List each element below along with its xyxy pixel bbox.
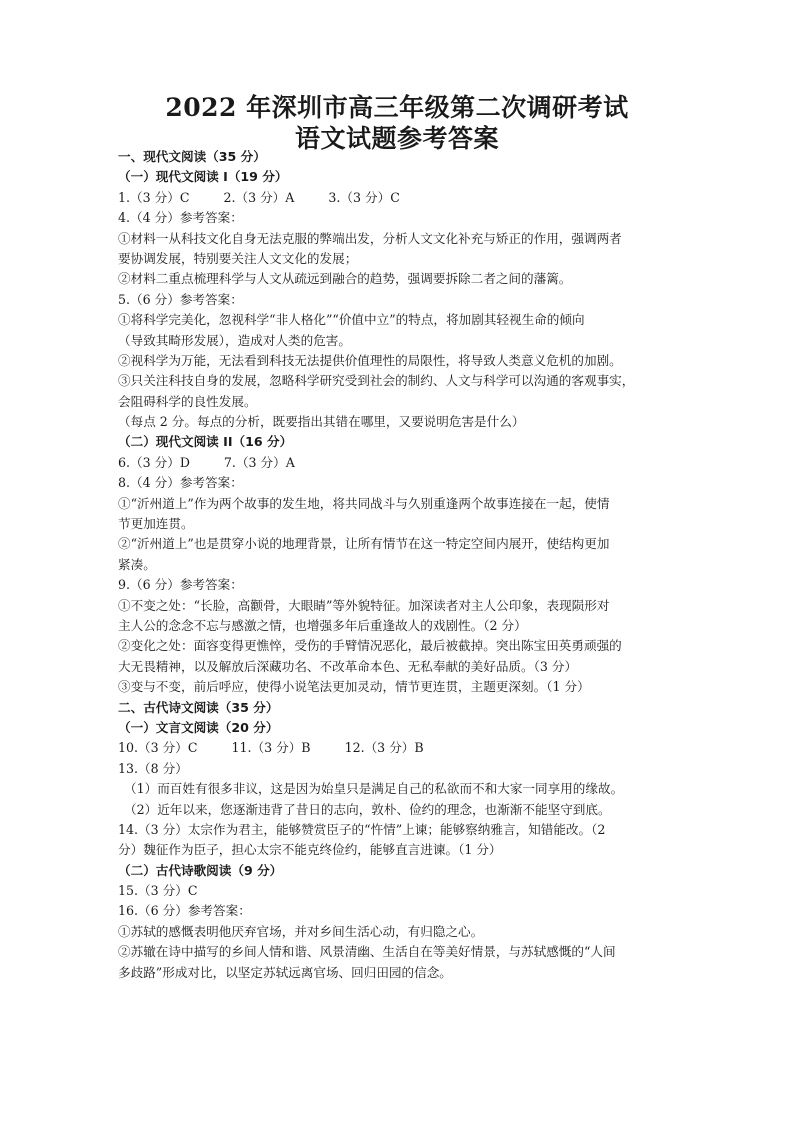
- answer-11: 11.（3 分）B: [231, 740, 311, 756]
- answer-line: ①将科学完美化，忽视科学“非人格化”“价值中立”的特点，将加剧其轻视生命的倾向: [118, 312, 585, 328]
- answer-line: ②“沂州道上”也是贯穿小说的地理背景，让所有情节在这一特定空间内展开，使结构更加: [118, 536, 610, 552]
- answer-line: 主人公的念念不忘与感激之情，也增强多年后重逢故人的戏剧性。（2 分）: [118, 617, 527, 633]
- answer-line: 14.（3 分）太宗作为君主，能够赞赏臣子的“忤情”上谏；能够察纳雅言，知错能改。（2: [118, 821, 606, 837]
- choice-answers-row: [118, 453, 698, 473]
- section-heading: 一、现代文阅读（35 分）: [118, 149, 266, 164]
- subsection-heading: （一）文言文阅读（20 分）: [118, 719, 279, 735]
- section-heading: 二、古代诗文阅读（35 分）: [118, 699, 279, 715]
- answer-line: ③变与不变，前后呼应，使得小说笔法更加灵动，情节更连贯，主题更深刻。（1 分）: [118, 679, 590, 695]
- answer-line: ②变化之处：面容变得更憔悴，受伤的手臂情况恶化，最后被截掉。突出陈宝田英勇顽强的: [118, 638, 622, 654]
- scoring-note: （每点 2 分。每点的分析，既要指出其错在哪里，又要说明危害是什么）: [118, 414, 525, 430]
- answer-3: 3.（3 分）C: [328, 189, 400, 205]
- answer-line: ②视科学为万能，无法看到科技无法提供价值理性的局限性，将导致人类意义危机的加剧。: [118, 352, 622, 368]
- exam-title: 2022 年深圳市高三年级第二次调研考试: [165, 93, 629, 122]
- answer-line: 要协调发展，特别要关注人文文化的发展；: [118, 250, 358, 266]
- question-header: 13.（8 分）: [118, 760, 188, 776]
- subsection-heading: （二）古代诗歌阅读（9 分）: [118, 862, 283, 878]
- question-header: 4.（4 分）参考答案：: [118, 210, 243, 226]
- choice-answers-row: [118, 738, 698, 758]
- answer-line: 分）魏征作为臣子，担心太宗不能克终俭约，能够直言进谏。（1 分）: [118, 842, 502, 858]
- answer-line: （1）而百姓有很多非议，这是因为始皇只是满足自己的私欲而不和大家一同享用的缘故。: [124, 781, 624, 797]
- exam-subtitle: 语文试题参考答案: [294, 124, 499, 153]
- answer-line: 会阻碍科学的良性发展。: [118, 393, 257, 409]
- subsection-heading: （二）现代文阅读 II（16 分）: [118, 434, 293, 450]
- question-header: 16.（6 分）参考答案：: [118, 903, 251, 919]
- answer-line: 多歧路”形成对比，以坚定苏轼远离官场、回归田园的信念。: [118, 964, 452, 980]
- question-header: 9.（6 分）参考答案：: [118, 577, 243, 593]
- answer-10: 10.（3 分）C: [118, 740, 198, 756]
- answer-1: 1.（3 分）C: [118, 189, 190, 205]
- answer-7: 7.（3 分）A: [223, 454, 295, 470]
- answer-line: ②苏辙在诗中描写的乡间人情和谐、风景清幽、生活自在等美好情景，与苏轼感慨的“人间: [118, 944, 616, 960]
- answer-2: 2.（3 分）A: [223, 189, 295, 205]
- answer-line: 紧凑。: [118, 556, 156, 572]
- answer-line: ①“沂州道上”作为两个故事的发生地，将共同战斗与久别重逢两个故事连接在一起，使情: [118, 495, 610, 511]
- choice-answers-row: [118, 188, 698, 208]
- question-header: 15.（3 分）C: [118, 883, 198, 899]
- answer-body: [118, 147, 698, 983]
- answer-line: ①苏轼的感慨表明他厌弃官场，并对乡间生活心动，有归隐之心。: [118, 923, 484, 939]
- answer-6: 6.（3 分）D: [118, 454, 190, 470]
- answer-12: 12.（3 分）B: [344, 740, 424, 756]
- answer-line: 节更加连贯。: [118, 516, 194, 532]
- question-header: 8.（4 分）参考答案：: [118, 475, 243, 491]
- answer-line: ①材料一从科技文化自身无法克服的弊端出发，分析人文文化补充与矫正的作用，强调两者: [118, 230, 622, 246]
- subsection-heading: （一）现代文阅读 I（19 分）: [118, 169, 288, 185]
- question-header: 5.（6 分）参考答案：: [118, 291, 243, 307]
- answer-line: 大无畏精神，以及解放后深藏功名、不改革命本色、无私奉献的美好品质。（3 分）: [118, 658, 578, 674]
- answer-line: （导致其畸形发展），造成对人类的危害。: [118, 332, 351, 348]
- answer-line: （2）近年以来，您逐渐违背了昔日的志向，敦朴、俭约的理念，也渐渐不能坚守到底。: [124, 801, 611, 817]
- answer-line: ②材料二重点梳理科学与人文从疏远到融合的趋势，强调要拆除二者之间的藩篱。: [118, 271, 572, 287]
- answer-line: ①不变之处：“长脸，高颧骨，大眼睛”等外貌特征。加深读者对主人公印象，表现陨形对: [118, 597, 610, 613]
- answer-line: ③只关注科技自身的发展，忽略科学研究受到社会的制约、人文与科学可以沟通的客观事实，: [118, 373, 635, 389]
